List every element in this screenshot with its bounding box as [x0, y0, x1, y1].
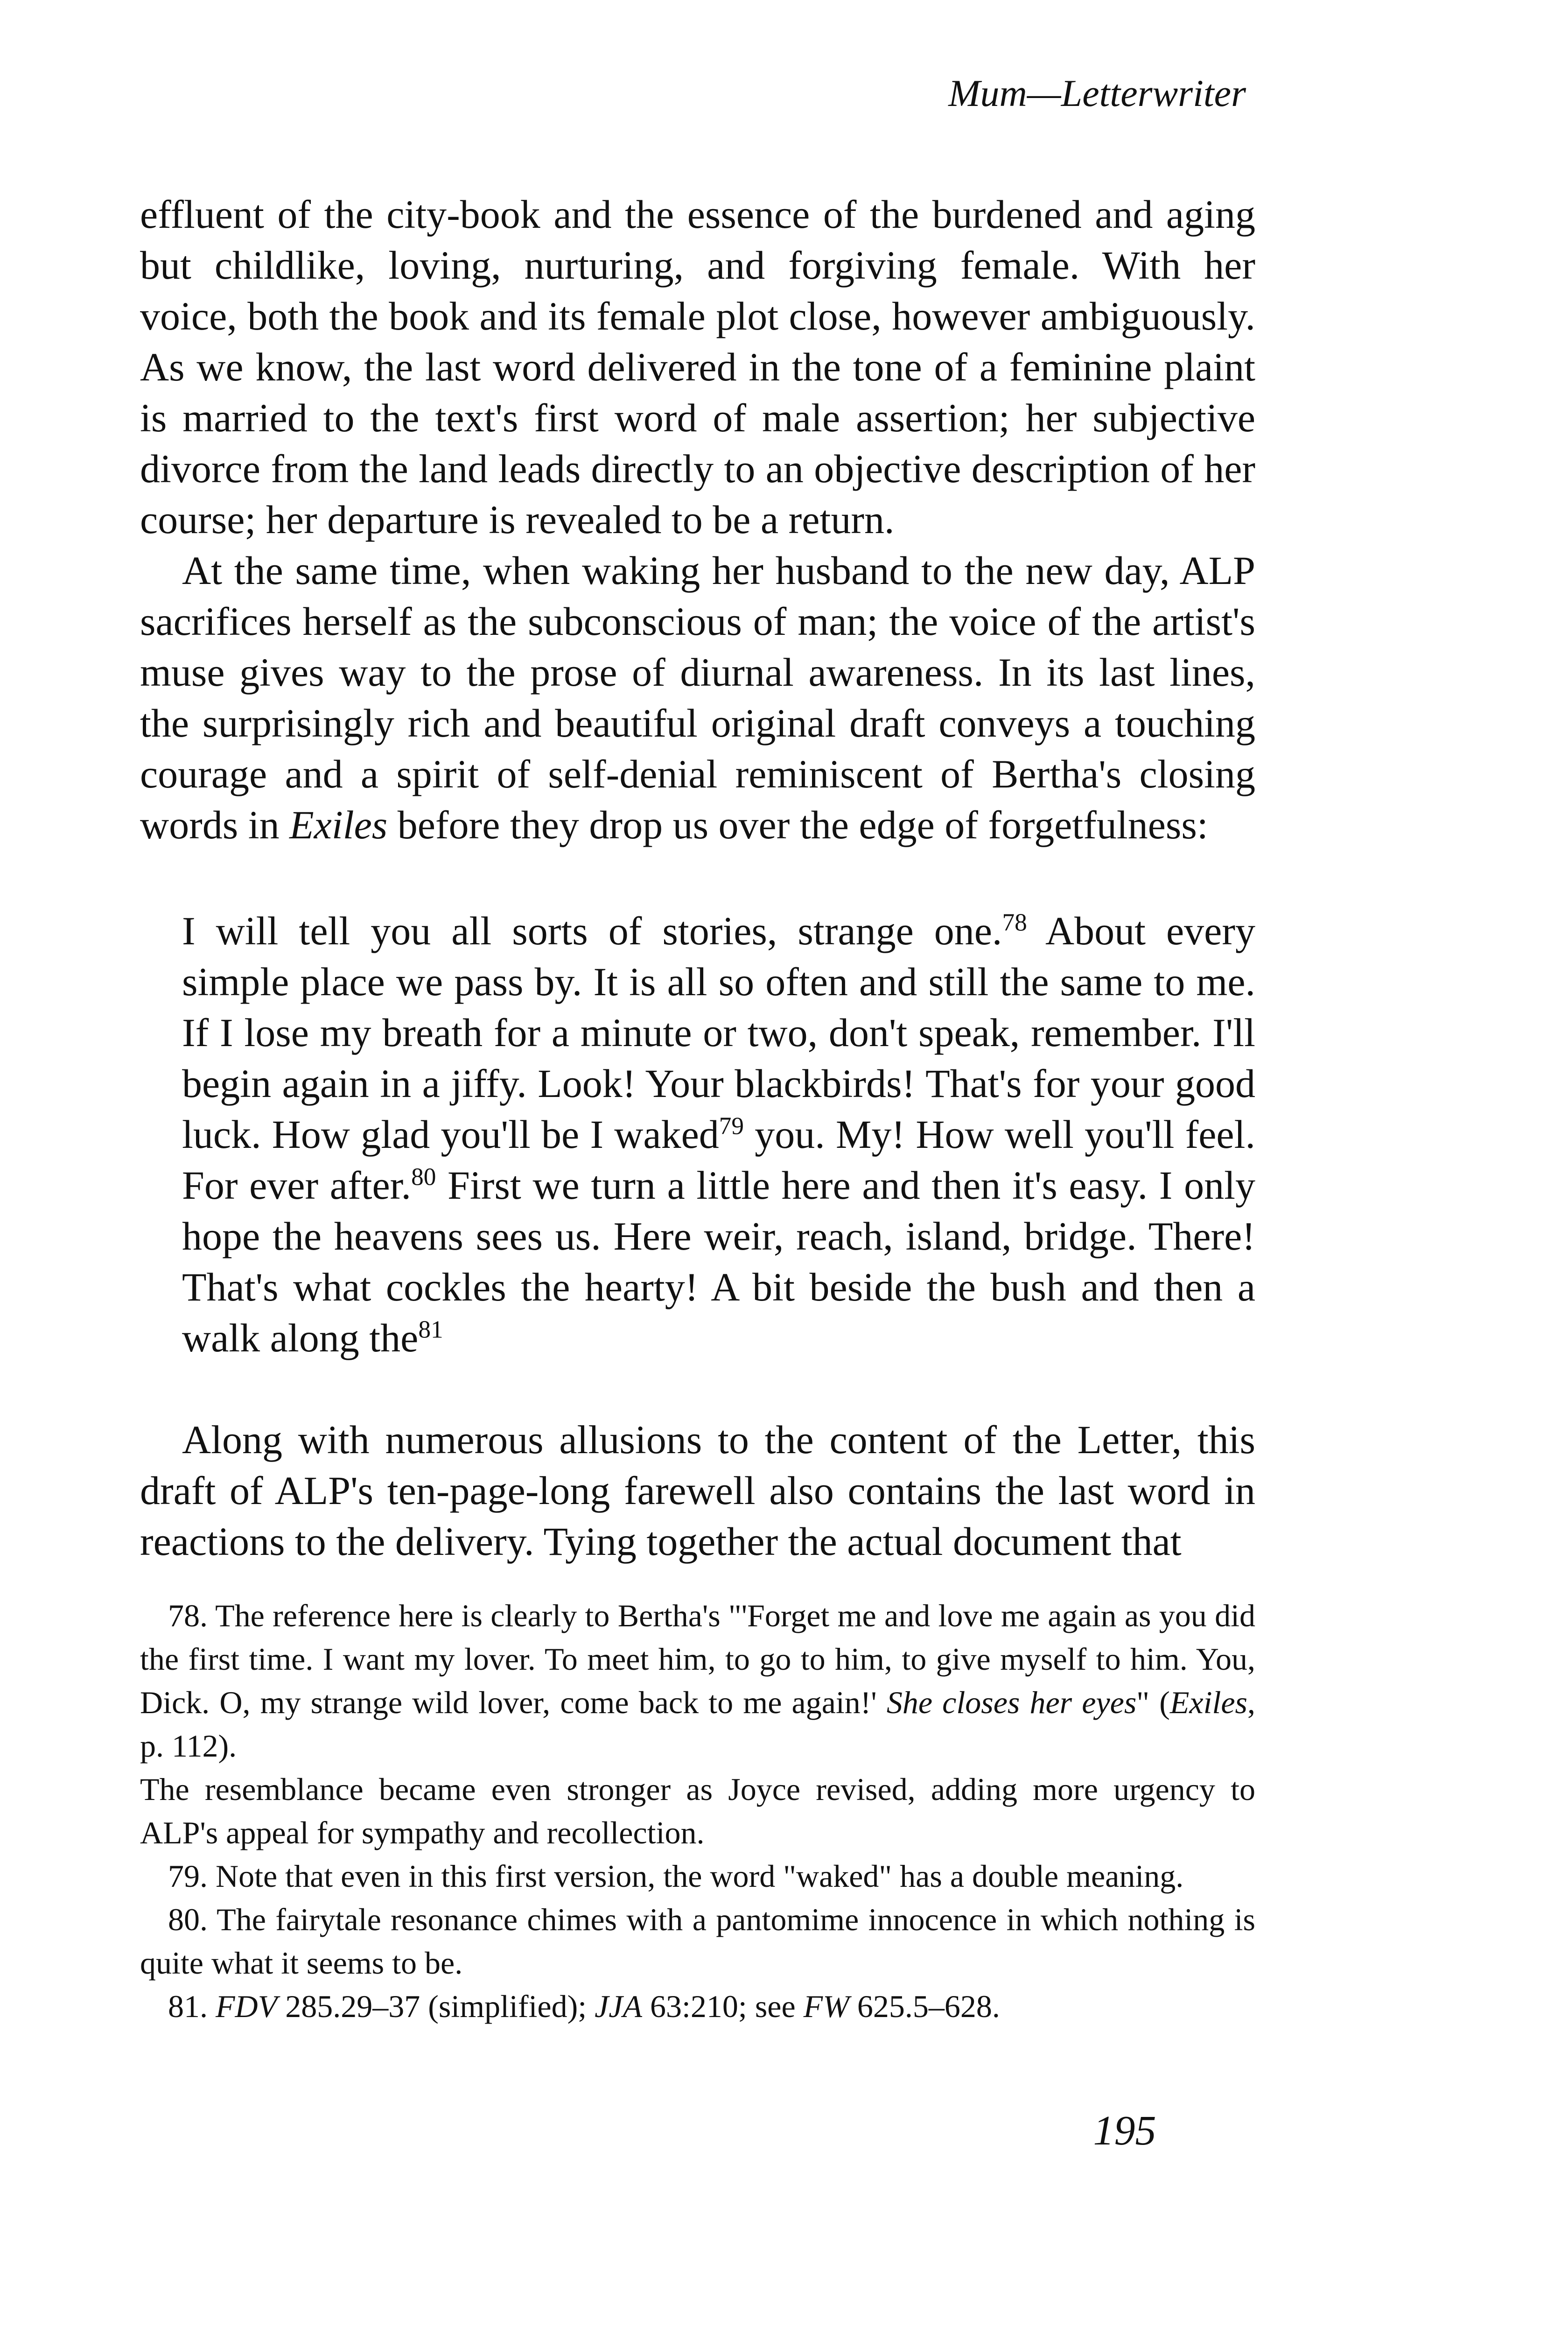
footnote-81 — [140, 1985, 1255, 2028]
quote-segment: About every simple place we pass by. It is all so often and still the same to me. If I lose my breath for a minute or two, don't speak, remember. I'll begin again in a jiffy. Look! Your blackbirds! That's for your good luck. How glad you'll be I waked — [182, 908, 1255, 1157]
quote-segment: you. My! How well you'll feel. For ever after. — [182, 1112, 1255, 1208]
footnote-ref-78[interactable]: 78 — [1002, 908, 1027, 936]
exiles-title: Exiles — [289, 802, 388, 847]
quote-segment: First we turn a little here and then it's easy. I only hope the heavens sees us. Here weir, reach, island, bridge. There! That's what cockles the hearty! A bit beside the bush and then a walk along the — [182, 1163, 1255, 1360]
footnote-81-text: 625.5–628. — [849, 1989, 1000, 2024]
footnote-81-text: 81. — [168, 1989, 216, 2024]
footnote-78-italic: Exiles — [1169, 1685, 1248, 1720]
footnotes — [140, 1594, 1255, 2028]
main-text — [140, 189, 1255, 851]
paragraph-3: Along with numerous allusions to the content of the Letter, this draft of ALP's ten-page-long farewell also contains the last word in reactions to the delivery. Tying together the actual document that — [140, 1417, 1255, 1564]
footnote-79: 79. Note that even in this first version, the word "waked" has a double meaning. — [168, 1858, 1184, 1894]
footnote-78-italic: She closes her eyes — [886, 1685, 1137, 1720]
footnote-ref-79[interactable]: 79 — [719, 1111, 744, 1140]
footnote-78-text: , p. 112). — [140, 1685, 1256, 1764]
footnote-81-italic: JJA — [595, 1989, 643, 2024]
page-number: 195 — [1093, 2108, 1156, 2154]
paragraph-2-text: At the same time, when waking her husband to the new day, ALP sacrifices herself as the subconscious of man; the voice of the artist's muse gives way to the prose of diurnal awareness. In its last lines, the surprisingly rich and beautiful original draft conveys a touching courage and a spirit of self-denial reminiscent of Bertha's closing words in — [140, 548, 1255, 847]
footnote-ref-80[interactable]: 80 — [411, 1162, 436, 1191]
paragraph-2-end: before they drop us over the edge of forgetfulness: — [387, 802, 1208, 847]
footnote-78 — [140, 1594, 1255, 1768]
paragraph-1: effluent of the city-book and the essence of the burdened and aging but childlike, loving, nurturing, and forgiving female. With her voice, both the book and its female plot close, however ambiguously. As we know, the last word delivered in the tone of a feminine plaint is married to the text's first word of male assertion; her subjective divorce from the land leads directly to an objective description of her course; her departure is revealed to be a return. — [140, 192, 1255, 542]
footnote-81-text: 63:210; see — [642, 1989, 804, 2024]
block-quote — [182, 906, 1255, 1364]
paragraph-2 — [140, 545, 1255, 851]
footnote-81-text: 285.29–37 (simplified); — [277, 1989, 595, 2024]
footnote-81-italic: FW — [803, 1989, 849, 2024]
footnote-80: 80. The fairytale resonance chimes with a pantomime innocence in which nothing is quite what it seems to be. — [140, 1902, 1255, 1981]
footnote-81-italic: FDV — [216, 1989, 278, 2024]
footnote-78-continued: The resemblance became even stronger as Joyce revised, adding more urgency to ALP's appeal for sympathy and recollection. — [140, 1772, 1255, 1850]
quote-segment: I will tell you all sorts of stories, strange one. — [182, 908, 1002, 953]
running-head: Mum—Letterwriter — [948, 72, 1246, 114]
footnote-78-text: 78. The reference here is clearly to Bertha's "'Forget me and love me again as you did the first time. I want my lover. To meet him, to go to him, to give myself to him. You, Dick. O, my strange wild lover, come back to me again!' — [140, 1598, 1255, 1720]
footnote-ref-81[interactable]: 81 — [418, 1315, 443, 1343]
footnote-78-text: " ( — [1136, 1685, 1170, 1720]
